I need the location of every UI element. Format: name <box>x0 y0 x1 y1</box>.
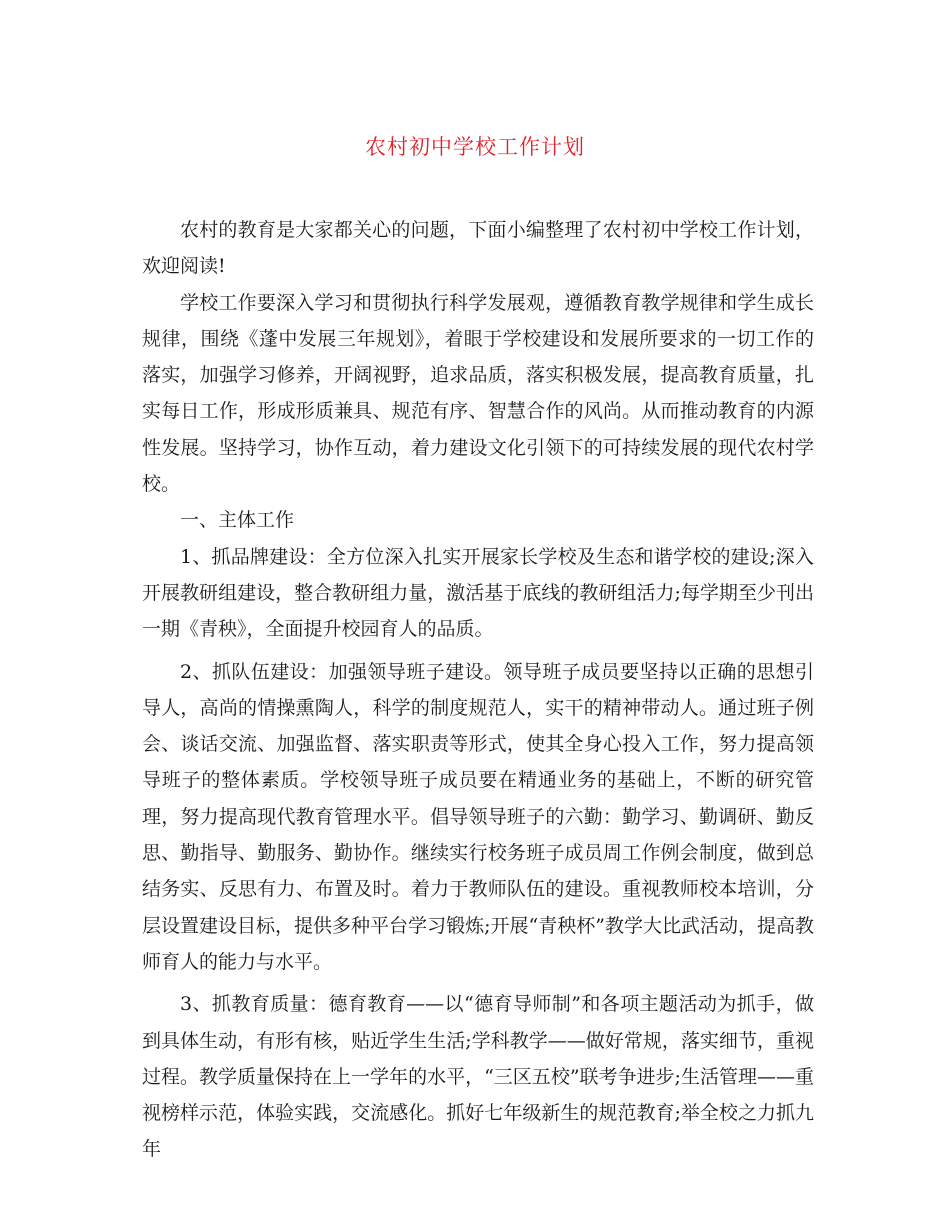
paragraph-brand-building: 1、抓品牌建设：全方位深入扎实开展家长学校及生态和谐学校的建设;深入开展教研组建设，整合教研组力量，激活基于底线的教研组活力;每学期至少刊出一期《青秧》，全面提升校园育人的品质。 <box>142 545 814 641</box>
paragraph-intro: 农村的教育是大家都关心的问题，下面小编整理了农村初中学校工作计划，欢迎阅读! <box>142 219 814 278</box>
paragraph-team-building: 2、抓队伍建设：加强领导班子建设。领导班子成员要坚持以正确的思想引导人，高尚的情操熏陶人，科学的制度规范人，实干的精神带动人。通过班子例会、谈话交流、加强监督、落实职责等形式，使其全身心投入工作，努力提高领导班子的整体素质。学校领导班子成员要在精通业务的基础上，不断的研究管理，努力提高现代教育管理水平。倡导领导班子的六勤：勤学习、勤调研、勤反思、勤指导、勤服务、勤协作。继续实行校务班子成员周工作例会制度，做到总结务实、反思有力、布置及时。着力于教师队伍的建设。重视教师校本培训，分层设置建设目标，提供多种平台学习锻炼;开展“青秧杯”教学大比武活动，提高教师育人的能力与水平。 <box>142 660 814 973</box>
document-body <box>142 212 814 1168</box>
document-title: 农村初中学校工作计划 <box>365 135 585 159</box>
section-heading-main-work: 一、主体工作 <box>180 509 295 532</box>
paragraph-overview: 学校工作要深入学习和贯彻执行科学发展观，遵循教育教学规律和学生成长规律，围绕《蓬中发展三年规划》，着眼于学校建设和发展所要求的一切工作的落实，加强学习修养，开阔视野，追求品质，落实积极发展，提高教育质量，扎实每日工作，形成形质兼具、规范有序、智慧合作的风尚。从而推动教育的内源性发展。坚持学习，协作互动，着力建设文化引领下的可持续发展的现代农村学校。 <box>142 291 814 496</box>
paragraph-education-quality: 3、抓教育质量：德育教育——以“德育导师制”和各项主题活动为抓手，做到具体生动，有形有核，贴近学生生活;学科教学——做好常规，落实细节，重视过程。教学质量保持在上一学年的水平，“三区五校”联考争进步;生活管理——重视榜样示范，体验实践，交流感化。抓好七年级新生的规范教育;举全校之力抓九年 <box>142 993 814 1161</box>
